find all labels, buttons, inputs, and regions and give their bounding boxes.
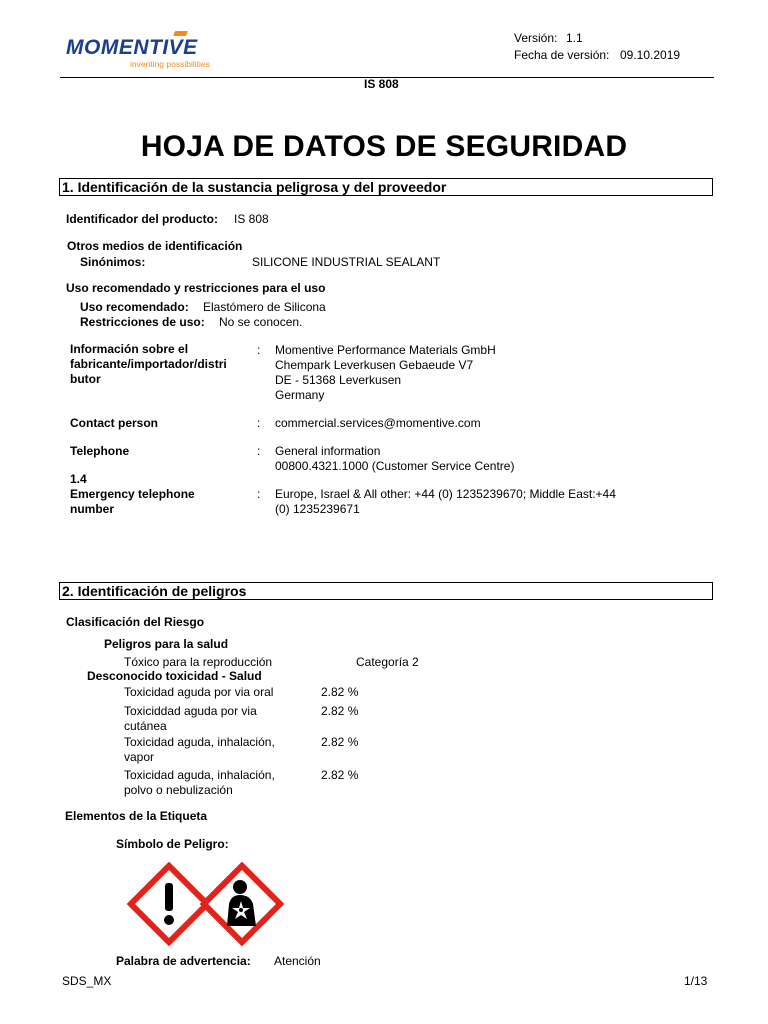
supplier-address (275, 343, 496, 403)
telephone-line: General information (275, 444, 381, 458)
repro-toxicity-label: Tóxico para la reproducción (124, 655, 273, 669)
emergency-line: (0) 1235239671 (275, 502, 360, 516)
footer-page-number: 1/13 (684, 974, 708, 988)
risk-classification-label: Clasificación del Riesgo (66, 615, 205, 629)
date-value: 09.10.2019 (620, 48, 681, 62)
section-2-title: 2. Identificación de peligros (62, 583, 247, 599)
section-1-title: 1. Identificación de la sustancia peligrosa y del proveedor (62, 179, 447, 195)
telephone-info (275, 444, 514, 474)
synonyms-value: SILICONE INDUSTRIAL SEALANT (252, 255, 441, 269)
restrictions-value: No se conocen. (219, 315, 303, 329)
tox-row-line: vapor (124, 750, 155, 764)
tox-row-line: polvo o nebulización (124, 783, 233, 797)
product-identifier-label: Identificador del producto: (66, 212, 218, 226)
logo-tagline: inventing possibilities (130, 59, 210, 69)
tox-row (124, 704, 257, 734)
colon: : (257, 444, 261, 458)
health-hazards-label: Peligros para la salud (104, 637, 229, 651)
address-line: Germany (275, 388, 325, 402)
colon: : (257, 343, 261, 357)
emergency-label-line: Emergency telephone (70, 487, 195, 501)
repro-toxicity-value: Categoría 2 (356, 655, 419, 669)
section-2-header (59, 582, 713, 600)
recommended-use-heading: Uso recomendado y restricciones para el uso (66, 281, 326, 295)
tox-row-line: Toxiciddad aguda por via (124, 704, 257, 718)
recommended-use-label: Uso recomendado: (80, 300, 189, 314)
company-logo: MOMENTIVE (66, 36, 198, 59)
tox-row-value: 2.82 % (321, 768, 359, 782)
emergency-label-line: 1.4 (70, 472, 87, 486)
tox-row-value: 2.82 % (321, 704, 359, 718)
supplier-label-line: butor (70, 372, 101, 386)
supplier-label (70, 342, 227, 387)
tox-row (124, 768, 275, 798)
colon: : (257, 487, 261, 501)
contact-label: Contact person (70, 416, 159, 430)
signal-word-label: Palabra de advertencia: (116, 954, 251, 968)
contact-email[interactable]: commercial.services@momentive.com (275, 416, 481, 430)
tox-row-line: Toxicidad aguda, inhalación, (124, 768, 275, 782)
version-value: 1.1 (566, 31, 583, 45)
tox-row-value: 2.82 % (321, 685, 359, 699)
tox-row (124, 735, 275, 765)
tox-row-line: cutánea (124, 719, 167, 733)
supplier-label-line: fabricante/importador/distri (70, 357, 227, 371)
section-1-header (59, 178, 713, 196)
health-hazard-icon (200, 862, 284, 946)
address-line: Chempark Leverkusen Gebaeude V7 (275, 358, 474, 372)
exclamation-mark-icon (127, 862, 211, 946)
date-label: Fecha de versión: (514, 48, 610, 62)
supplier-label-line: Información sobre el (70, 342, 189, 356)
hazard-symbol-label: Símbolo de Peligro: (116, 837, 229, 851)
label-elements-heading: Elementos de la Etiqueta (65, 809, 208, 823)
other-identifiers-label: Otros medios de identificación (67, 239, 243, 253)
telephone-label: Telephone (70, 444, 130, 458)
emergency-label-line: number (70, 502, 115, 516)
recommended-use-value: Elastómero de Silicona (203, 300, 326, 314)
emergency-numbers (275, 487, 616, 517)
telephone-line: 00800.4321.1000 (Customer Service Centre) (275, 459, 515, 473)
product-identifier-value: IS 808 (234, 212, 269, 226)
tox-row-line: Toxicidad aguda, inhalación, (124, 735, 275, 749)
signal-word-value: Atención (274, 954, 321, 968)
tox-row-value: 2.82 % (321, 735, 359, 749)
address-line: DE - 51368 Leverkusen (275, 373, 402, 387)
colon: : (257, 416, 261, 430)
product-code: IS 808 (364, 77, 399, 91)
version-label: Versión: (514, 31, 558, 45)
restrictions-label: Restricciones de uso: (80, 315, 205, 329)
synonyms-label: Sinónimos: (80, 255, 146, 269)
emergency-line: Europe, Israel & All other: +44 (0) 1235239670; Middle East:+44 (275, 487, 616, 501)
page-title: HOJA DE DATOS DE SEGURIDAD (140, 130, 628, 163)
address-line: Momentive Performance Materials GmbH (275, 343, 496, 357)
unknown-toxicity-label: Desconocido toxicidad - Salud (87, 669, 262, 683)
emergency-label (70, 472, 195, 517)
tox-row-line: Toxicidad aguda por via oral (124, 685, 274, 699)
tox-row (124, 685, 273, 700)
footer-doc-code: SDS_MX (62, 974, 112, 988)
logo-accent-mark (173, 31, 188, 36)
